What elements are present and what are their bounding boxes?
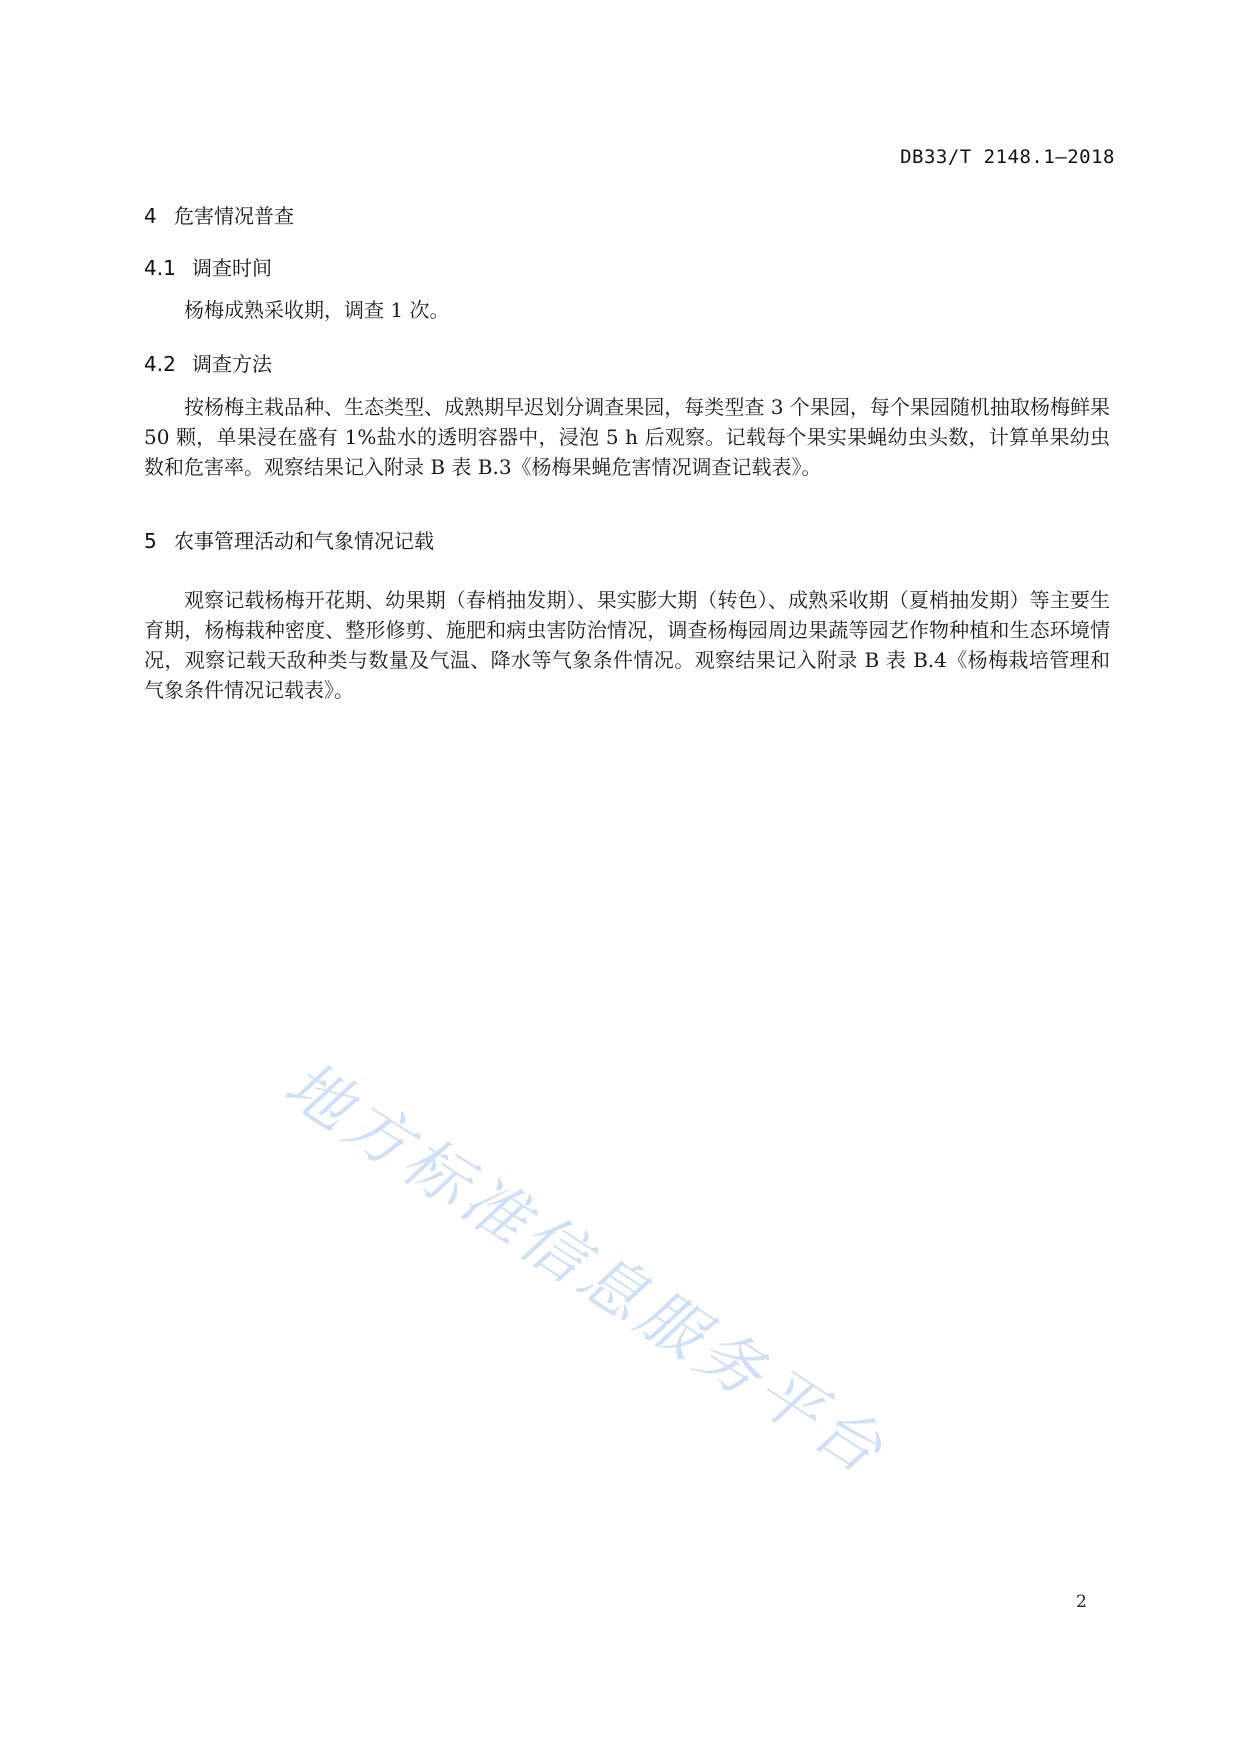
section-heading-4 [144, 200, 294, 229]
section-title: 调查方法 [192, 352, 272, 376]
page-number: 2 [1076, 1592, 1087, 1612]
section-title: 危害情况普查 [174, 204, 294, 228]
paragraph-survey-time: 杨梅成熟采收期，调查 1 次。 [184, 298, 450, 322]
section-heading-5 [144, 525, 434, 554]
section-number: 4.1 [144, 256, 176, 280]
section-title: 农事管理活动和气象情况记载 [174, 529, 434, 553]
paragraph-farm-management: 观察记载杨梅开花期、幼果期（春梢抽发期）、果实膨大期（转色）、成熟采收期（夏梢抽发期）等主要生育期，杨梅栽种密度、整形修剪、施肥和病虫害防治情况，调查杨梅园周边果蔬等园艺作物种植和生态环境情况，观察记载天敌种类与数量及气温、降水等气象条件情况。观察结果记入附录 B 表 B.4《杨梅栽培管理和气象条件情况记载表》。 [144, 588, 1110, 702]
watermark: 地方标准信息服务平台 [271, 1047, 899, 1491]
section-number: 4.2 [144, 352, 176, 376]
paragraph-survey-method: 按杨梅主栽品种、生态类型、成熟期早迟划分调查果园，每类型查 3 个果园，每个果园随机抽取杨梅鲜果 50 颗，单果浸在盛有 1%盐水的透明容器中，浸泡 5 h 后观察。记载每个果实果蝇幼虫头数，计算单果幼虫数和危害率。观察结果记入附录 B 表 B.3《杨梅果蝇危害情况调查记载表》。 [144, 395, 1110, 479]
section-title: 调查时间 [192, 256, 272, 280]
section-heading-4-1 [144, 252, 272, 281]
section-heading-4-2 [144, 348, 272, 377]
section-number: 4 [144, 204, 157, 228]
standard-code-header: DB33/T 2148.1—2018 [900, 146, 1115, 168]
section-number: 5 [144, 529, 157, 553]
